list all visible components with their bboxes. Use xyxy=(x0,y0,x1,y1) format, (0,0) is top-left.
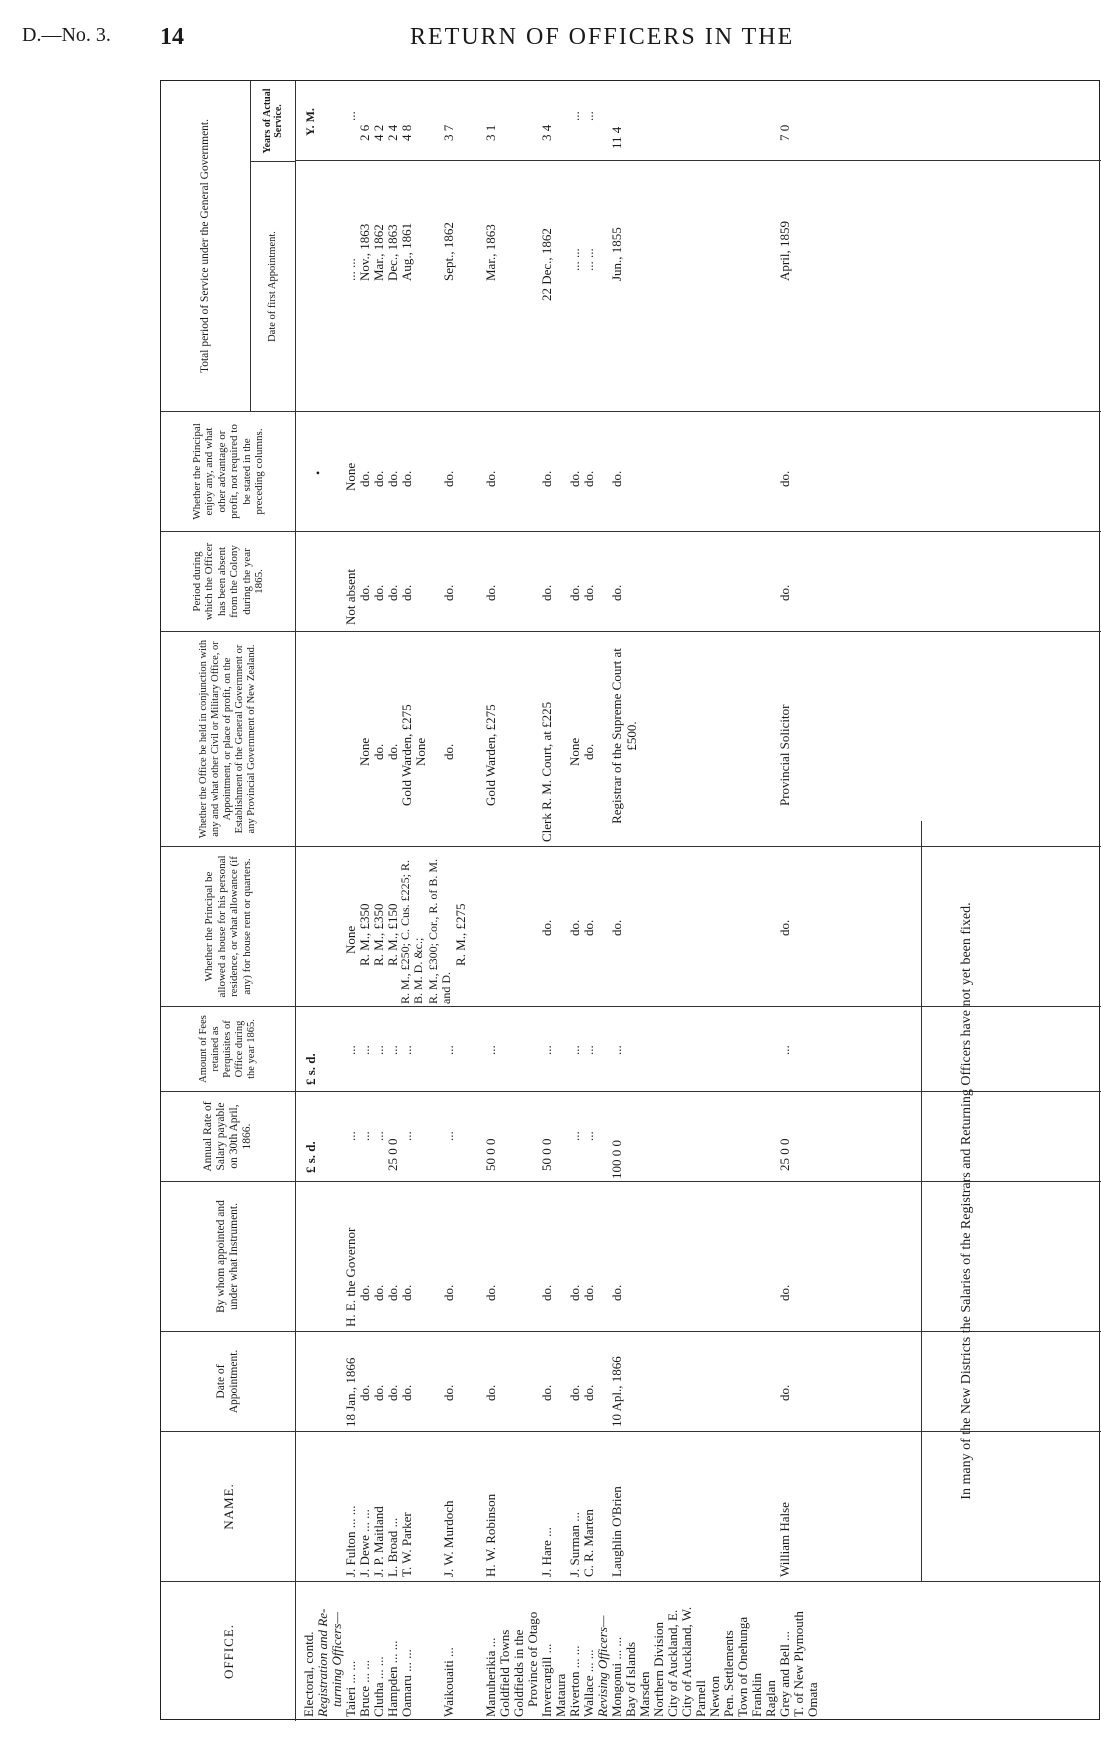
fees-cell: ... xyxy=(371,1045,386,1055)
salary-cell: 50 0 0 xyxy=(539,1138,554,1171)
service-divider xyxy=(296,160,1101,161)
office-cell: Northern Division xyxy=(651,1622,666,1717)
date-cell: do. xyxy=(567,1384,582,1401)
office-cell: Hampden ... ... xyxy=(385,1640,400,1717)
appointed-by-cell: do. xyxy=(777,1284,792,1301)
name-cell: Laughlin O'Brien xyxy=(609,1486,624,1577)
salary-header: Annual Rate of Salary payable on 30th April, 1866. xyxy=(161,1092,296,1181)
name-cell: J. Surman ... xyxy=(567,1512,582,1577)
fees-header: Amount of Fees retained as Perquisites of Office during the year 1865. xyxy=(161,1007,296,1091)
appointed-by-cell: H. E. the Governor xyxy=(343,1227,358,1327)
office-cell: Manuherikia ... xyxy=(483,1637,498,1717)
years-cell: 7 0 xyxy=(777,124,792,141)
other-office-cell: Provincial Solicitor xyxy=(777,704,792,806)
advantage-header: Whether the Principal enjoy any, and what other advantage or profit, not required to be stated in the preceding columns. xyxy=(161,412,296,531)
years-service-header: Years of Actual Service. xyxy=(251,81,296,161)
absence-cell: do. xyxy=(581,584,596,601)
service-column xyxy=(161,81,1101,411)
office-cell: Oamaru ... ... xyxy=(399,1649,414,1717)
years-cell: 4 8 xyxy=(399,124,414,141)
fees-cell: ... xyxy=(357,1045,372,1055)
years-cell: 11 4 xyxy=(609,126,624,149)
other-office-cell: None xyxy=(413,737,428,766)
absence-cell: do. xyxy=(483,584,498,601)
other-office-cell: Gold Warden, £275 xyxy=(483,704,498,806)
office-cell: Parnell xyxy=(693,1680,708,1717)
name-cell: J. Dewe ... ... xyxy=(357,1509,372,1577)
office-cell: Town of Onehunga xyxy=(735,1616,750,1717)
name-cell: J. W. Murdoch xyxy=(441,1500,456,1577)
advantage-cell: do. xyxy=(371,470,386,487)
absence-cell: do. xyxy=(609,584,624,601)
fees-cell: ... xyxy=(441,1045,456,1055)
other-office-cell: None xyxy=(357,737,372,766)
fees-cell: ... xyxy=(567,1045,582,1055)
office-cell: Raglan xyxy=(763,1680,778,1717)
document-reference: D.—No. 3. xyxy=(22,24,111,46)
years-cell: 3 1 xyxy=(483,124,498,141)
salary-cell: ... xyxy=(371,1131,386,1141)
appointed-by-cell: do. xyxy=(539,1284,554,1301)
other-office-column xyxy=(161,631,1101,846)
advantage-cell: do. xyxy=(567,470,582,487)
first-appointment-cell: Mar., 1862 xyxy=(371,224,386,281)
other-office-cell: Clerk R. M. Court, at £225 xyxy=(539,701,554,842)
salary-cell: ... xyxy=(399,1131,414,1141)
fees-units: £ s. d. xyxy=(303,1053,318,1085)
absence-cell: do. xyxy=(539,584,554,601)
advantage-cell: None xyxy=(343,462,358,491)
service-header: Total period of Service under the General Government. xyxy=(161,81,251,411)
first-appointment-cell: ... ... xyxy=(343,258,358,281)
absence-cell: Not absent xyxy=(343,569,358,625)
house-cell: R. M., £250; C. Cus. £225; R. B. M. D. &c.; xyxy=(398,859,425,1004)
years-cell: 4 2 xyxy=(371,124,386,141)
house-cell: None xyxy=(343,925,358,954)
section-returning: turning Officers— xyxy=(329,1612,344,1707)
first-appointment-cell: Dec., 1863 xyxy=(385,224,400,281)
other-office-cell: do. xyxy=(371,743,386,760)
house-cell: do. xyxy=(609,919,624,936)
dot-mark: • xyxy=(311,470,325,475)
house-cell: do. xyxy=(539,919,554,936)
name-cell: C. R. Marten xyxy=(581,1509,596,1577)
date-header: Date of Appointment. xyxy=(161,1332,296,1431)
appointed-by-cell: do. xyxy=(581,1284,596,1301)
appointed-by-cell: do. xyxy=(441,1284,456,1301)
fees-cell: ... xyxy=(581,1045,596,1055)
first-appointment-header: Date of first Appointment. xyxy=(251,161,296,411)
date-cell: do. xyxy=(357,1384,372,1401)
salary-cell: 25 0 0 xyxy=(385,1138,400,1171)
first-appointment-cell: 22 Dec., 1862 xyxy=(539,228,554,301)
office-cell: Goldfields in the xyxy=(511,1629,526,1717)
date-cell: 10 Apl., 1866 xyxy=(609,1356,624,1427)
return-table xyxy=(160,80,1100,1720)
advantage-cell: do. xyxy=(539,470,554,487)
page-title: RETURN OF OFFICERS IN THE xyxy=(410,24,795,50)
office-cell: Taieri ... ... xyxy=(343,1660,358,1717)
date-cell: do. xyxy=(539,1384,554,1401)
office-cell: Bruce ... ... xyxy=(357,1659,372,1717)
salary-cell: 50 0 0 xyxy=(483,1138,498,1171)
years-cell: 3 4 xyxy=(539,124,554,141)
appointed-by-cell: do. xyxy=(609,1284,624,1301)
absence-cell: do. xyxy=(357,584,372,601)
advantage-cell: do. xyxy=(483,470,498,487)
fees-cell: ... xyxy=(609,1045,624,1055)
fees-cell: ... xyxy=(777,1045,792,1055)
house-cell: do. xyxy=(777,919,792,936)
section-revising: Revising Officers— xyxy=(595,1615,610,1717)
office-cell: Newton xyxy=(707,1675,722,1717)
date-cell: do. xyxy=(371,1384,386,1401)
appointed-by-cell: do. xyxy=(385,1284,400,1301)
office-cell: Omata xyxy=(805,1682,820,1717)
date-cell: do. xyxy=(777,1384,792,1401)
advantage-cell: do. xyxy=(357,470,372,487)
first-appointment-cell: Nov., 1863 xyxy=(357,223,372,281)
date-cell: do. xyxy=(483,1384,498,1401)
footnote: In many of the New Districts the Salaries of the Registrars and Returning Officers have not yet been fixed. xyxy=(921,821,1101,1581)
office-cell: Marsden xyxy=(637,1671,652,1717)
appointed-by-cell: do. xyxy=(357,1284,372,1301)
first-appointment-cell: ... ... xyxy=(581,248,596,271)
absence-cell: do. xyxy=(441,584,456,601)
office-cell: Grey and Bell ... xyxy=(777,1631,792,1717)
other-office-cell: None xyxy=(567,737,582,766)
date-cell: do. xyxy=(385,1384,400,1401)
house-cell: do. xyxy=(581,919,596,936)
section-registration: Registration and Re- xyxy=(315,1608,330,1717)
fees-cell: ... xyxy=(539,1045,554,1055)
name-cell: H. W. Robinson xyxy=(483,1493,498,1577)
house-allowance-header: Whether the Principal be allowed a house for his personal residence, or what allowance (if any) for house rent or quarters. xyxy=(161,847,296,1006)
name-cell: L. Broad ... xyxy=(385,1517,400,1577)
absence-cell: do. xyxy=(399,584,414,601)
appointed-by-cell: do. xyxy=(371,1284,386,1301)
office-header: OFFICE. xyxy=(161,1582,296,1721)
office-cell: Franklin xyxy=(749,1672,764,1717)
absence-column xyxy=(161,531,1101,631)
first-appointment-cell: Aug., 1861 xyxy=(399,222,414,281)
name-cell: J. P. Maitland xyxy=(371,1506,386,1577)
first-appointment-cell: Jun., 1855 xyxy=(609,227,624,281)
salary-cell: ... xyxy=(567,1131,582,1141)
other-office-cell: Registrar of the Supreme Court at £500. xyxy=(609,648,639,824)
office-cell: Province of Otago xyxy=(525,1611,540,1707)
office-cell: Mataura xyxy=(553,1673,568,1717)
salary-cell: ... xyxy=(343,1131,358,1141)
house-cell: R. M., £275 xyxy=(453,903,468,966)
absence-header: Period during which the Officer has been absent from the Colony during the year 1865. xyxy=(161,532,296,631)
first-appointment-cell: Sept., 1862 xyxy=(441,222,456,281)
other-office-header: Whether the Office be held in conjunction with any and what other Civil or Military Office, or Appointment, or place of profit, on the Establishment of the General Government or any Provincial Government of New Zealand. xyxy=(161,632,296,846)
years-cell: 2 6 xyxy=(357,124,372,141)
office-cell: Bay of Islands xyxy=(623,1641,638,1717)
absence-cell: do. xyxy=(385,584,400,601)
office-cell: T. of New Plymouth xyxy=(791,1611,806,1717)
office-cell: Mongonui ... ... xyxy=(609,1636,624,1717)
advantage-cell: do. xyxy=(581,470,596,487)
years-cell: ... xyxy=(567,111,582,121)
date-cell: do. xyxy=(581,1384,596,1401)
advantage-column xyxy=(161,411,1101,531)
office-cell: Clutha ... ... xyxy=(371,1656,386,1717)
fees-cell: ... xyxy=(385,1045,400,1055)
other-office-cell: do. xyxy=(441,743,456,760)
advantage-cell: do. xyxy=(385,470,400,487)
advantage-cell: do. xyxy=(609,470,624,487)
office-cell: Invercargill ... xyxy=(539,1643,554,1717)
date-cell: do. xyxy=(399,1384,414,1401)
salary-cell: ... xyxy=(441,1131,456,1141)
name-cell: T. W. Parker xyxy=(399,1512,414,1577)
name-cell: J. Hare ... xyxy=(539,1527,554,1577)
office-cell: Goldfield Towns xyxy=(497,1629,512,1717)
years-cell: 3 7 xyxy=(441,124,456,141)
house-cell: R. M., £150 xyxy=(385,903,400,966)
office-cell: Riverton ... ... xyxy=(567,1645,582,1717)
years-units: Y. M. xyxy=(303,108,317,136)
other-office-cell: do. xyxy=(385,743,400,760)
salary-cell: 100 0 0 xyxy=(609,1140,624,1179)
absence-cell: do. xyxy=(567,584,582,601)
page-number: 14 xyxy=(160,24,184,50)
house-cell: do. xyxy=(567,919,582,936)
appointed-by-cell: do. xyxy=(567,1284,582,1301)
section-electoral: Electoral, contd. xyxy=(301,1631,316,1717)
first-appointment-cell: ... ... xyxy=(567,248,582,271)
appointed-by-cell: do. xyxy=(483,1284,498,1301)
advantage-cell: do. xyxy=(777,470,792,487)
office-cell: Wallace ... ... xyxy=(581,1649,596,1717)
name-cell: J. Fulton ... ... xyxy=(343,1505,358,1577)
salary-units: £ s. d. xyxy=(303,1141,318,1173)
absence-cell: do. xyxy=(371,584,386,601)
advantage-cell: do. xyxy=(441,470,456,487)
name-cell: William Halse xyxy=(777,1502,792,1577)
house-cell: R. M., £300; Cor., R. of B. M. and D. xyxy=(426,858,453,1004)
office-cell: City of Auckland, E. xyxy=(665,1609,680,1717)
date-cell: 18 Jan., 1866 xyxy=(343,1357,358,1427)
house-cell: R. M., £350 xyxy=(357,903,372,966)
years-cell: ... xyxy=(581,111,596,121)
appointed-by-header: By whom appointed and under what Instrument. xyxy=(161,1182,296,1331)
salary-cell: ... xyxy=(581,1131,596,1141)
other-office-cell: do. xyxy=(581,743,596,760)
absence-cell: do. xyxy=(777,584,792,601)
salary-cell: 25 0 0 xyxy=(777,1138,792,1171)
office-cell: Pen. Settlements xyxy=(721,1630,736,1717)
years-cell: 2 4 xyxy=(385,124,400,141)
rotated-table-body xyxy=(161,81,1101,1721)
house-cell: R. M., £350 xyxy=(371,903,386,966)
fees-cell: ... xyxy=(399,1045,414,1055)
name-header: NAME. xyxy=(161,1432,296,1581)
salary-cell: ... xyxy=(357,1131,372,1141)
office-column xyxy=(161,1581,1101,1721)
office-cell: City of Auckland, W. xyxy=(679,1606,694,1717)
first-appointment-cell: April, 1859 xyxy=(777,221,792,281)
appointed-by-cell: do. xyxy=(399,1284,414,1301)
fees-cell: ... xyxy=(343,1045,358,1055)
other-office-cell: Gold Warden, £275 xyxy=(399,704,414,806)
first-appointment-cell: Mar., 1863 xyxy=(483,224,498,281)
years-cell: ... xyxy=(343,111,358,121)
fees-cell: ... xyxy=(483,1045,498,1055)
advantage-cell: do. xyxy=(399,470,414,487)
date-cell: do. xyxy=(441,1384,456,1401)
office-cell: Waikouaiti ... xyxy=(441,1647,456,1717)
